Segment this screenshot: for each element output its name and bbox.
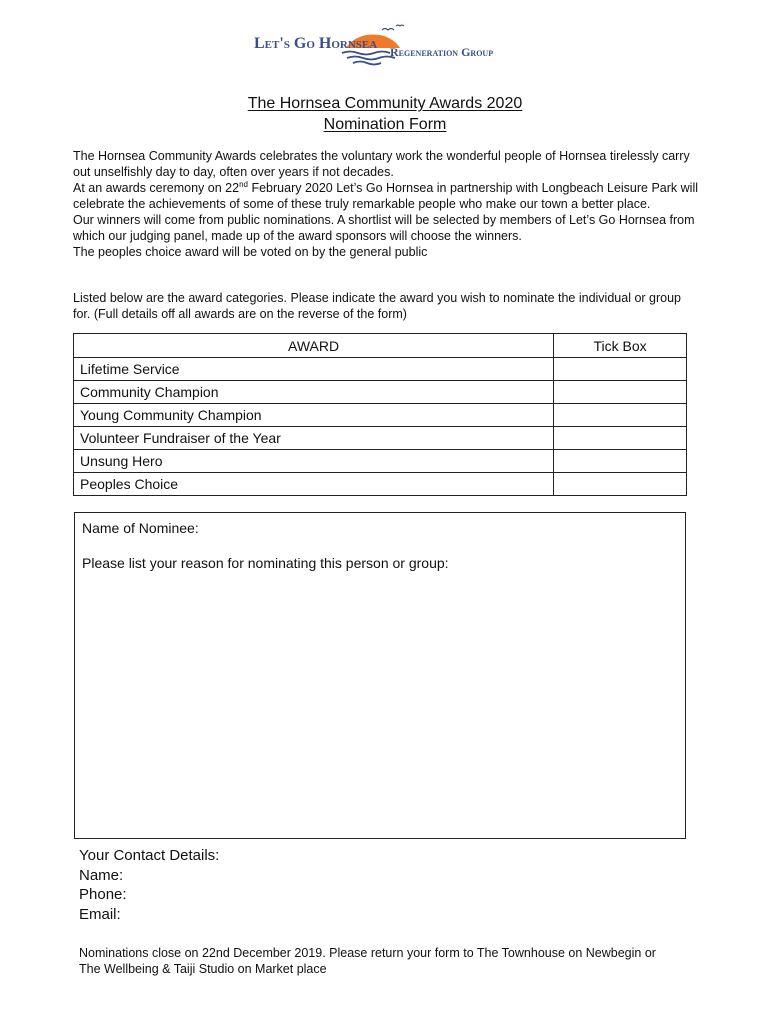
contact-email-label: Email:: [79, 905, 121, 923]
award-name: Unsung Hero: [74, 450, 554, 473]
contact-name-label: Name:: [79, 866, 124, 884]
title-sub: Nomination Form: [323, 116, 447, 133]
table-row: [74, 404, 687, 427]
intro-p2-end: February 2020 Let’s Go Hornsea in partnership with Longbeach Leisure Park will celebrate the achievements of some of these truly remarkable people who make our town a better place.: [73, 181, 699, 211]
table-header-row: [74, 334, 687, 358]
table-row: [74, 473, 687, 496]
wave-line: [347, 57, 395, 60]
logo-graphic: [250, 22, 530, 72]
award-name: Peoples Choice: [74, 473, 554, 496]
form-title: [0, 93, 770, 135]
nomination-reason-label: Please list your reason for nominating this person or group:: [82, 555, 449, 571]
logo-line2: Regeneration Group: [390, 45, 494, 59]
award-column-header: AWARD: [74, 334, 554, 358]
table-row: [74, 381, 687, 404]
bird-icon: [382, 29, 394, 31]
contact-details: [79, 846, 219, 924]
logo-line1: Let's Go Hornsea: [254, 35, 378, 52]
contact-heading: Your Contact Details:: [79, 847, 220, 864]
intro-paragraph-2: [73, 180, 698, 212]
intro-p2-superscript: nd: [239, 180, 248, 189]
award-instruction: Listed below are the award categories. Please indicate the award you wish to nominate the individual or group for. (Full details off all awards are on the reverse of the form): [73, 291, 682, 321]
table-row: [74, 450, 687, 473]
intro-paragraph-4: The peoples choice award will be voted on by the general public: [73, 245, 428, 259]
intro-text: [73, 148, 698, 260]
nominee-entry-box[interactable]: [74, 512, 686, 839]
intro-paragraph-3: Our winners will come from public nominations. A shortlist will be selected by members of Let’s Go Hornsea from which our judging panel, made up of the award sponsors will choose the winners.: [73, 213, 695, 243]
intro-paragraph-1: The Hornsea Community Awards celebrates the voluntary work the wonderful people of Hornsea tirelessly carry out unselfishly day to day, often over years if not decades.: [73, 149, 690, 179]
tick-box-column-header: Tick Box: [554, 334, 687, 358]
tick-box[interactable]: [554, 473, 687, 496]
award-name: Lifetime Service: [74, 358, 554, 381]
nominee-name-label: Name of Nominee:: [82, 520, 199, 536]
award-name: Young Community Champion: [74, 404, 554, 427]
intro-p2-start: At an awards ceremony on 22: [73, 181, 240, 195]
contact-phone-label: Phone:: [79, 886, 127, 903]
tick-box[interactable]: [554, 358, 687, 381]
wave-line: [353, 62, 381, 65]
awards-table: [73, 333, 687, 496]
tick-box[interactable]: [554, 404, 687, 427]
tick-box[interactable]: [554, 381, 687, 404]
title-main: The Hornsea Community Awards 2020: [247, 95, 523, 112]
tick-box[interactable]: [554, 427, 687, 450]
tick-box[interactable]: [554, 450, 687, 473]
award-name: Community Champion: [74, 381, 554, 404]
organization-logo: [250, 22, 530, 72]
bird-icon: [396, 25, 404, 26]
award-name: Volunteer Fundraiser of the Year: [74, 427, 554, 450]
table-row: [74, 358, 687, 381]
closing-date-note: Nominations close on 22nd December 2019. Please return your form to The Townhouse on Newbegin or The Wellbeing & Taiji Studio on Market place: [79, 946, 656, 976]
table-row: [74, 427, 687, 450]
